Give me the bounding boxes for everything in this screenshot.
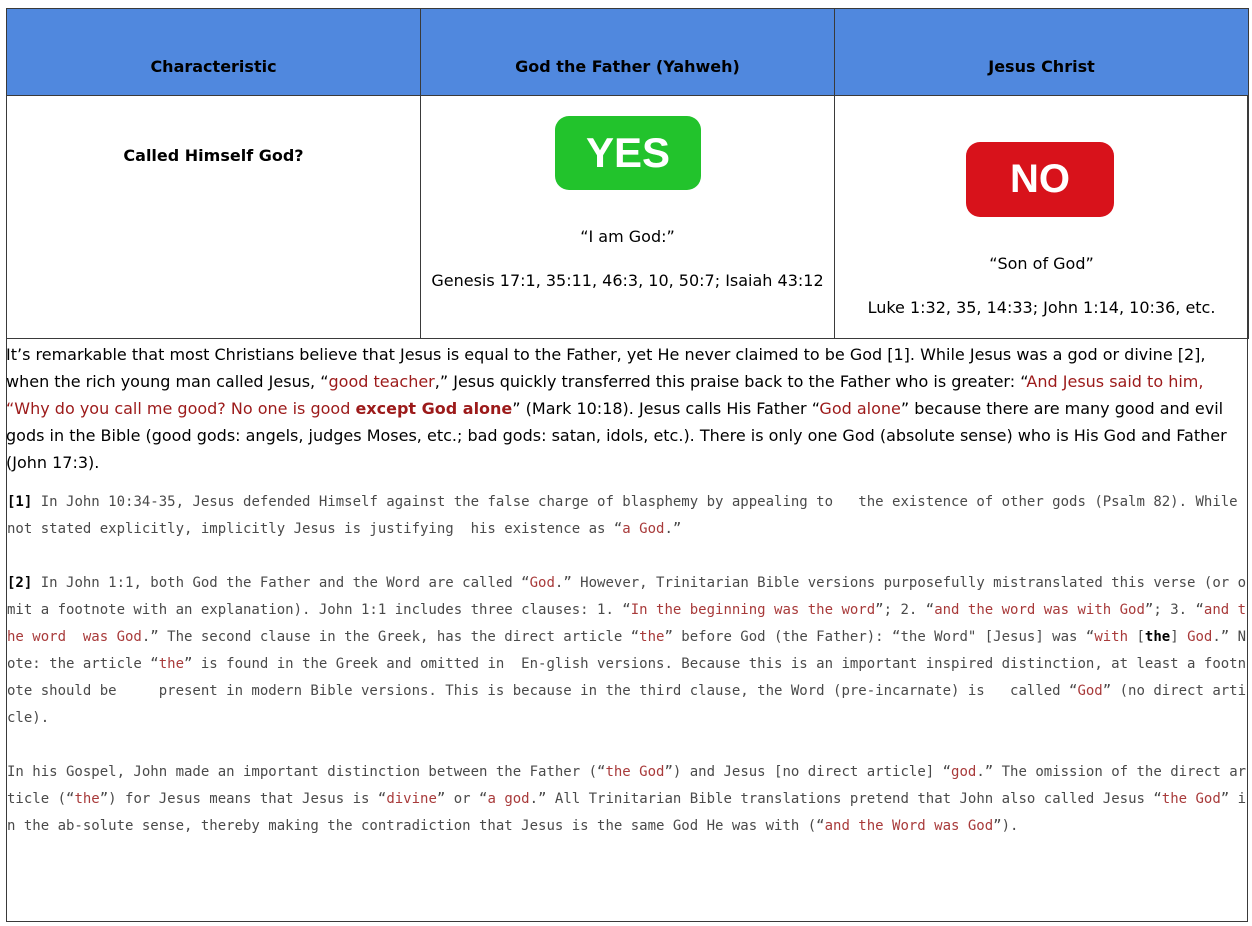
footnote-text: In his Gospel, John made an important distinction between the Father (“: [7, 764, 606, 780]
main-paragraph: [6, 341, 1246, 476]
footnote-text: In John 10:34-35, Jesus defended Himself against the false charge of blasphemy by appealing to the existence of other gods (Psalm 82). While not stated explicitly, implicitly Jesus is justifying his existence as “: [7, 494, 1247, 537]
para-text: ” (Mark 10:18). Jesus calls His Father “: [512, 399, 820, 418]
quote-red: And Jesus said to him, “Why do you call me good? No one is good: [6, 372, 1204, 418]
footnote-text: ” or “: [436, 791, 488, 807]
quote-red: divine: [386, 791, 437, 807]
quote-red: the: [74, 791, 100, 807]
header-characteristic: Characteristic: [7, 9, 421, 96]
quote-red: the God: [1161, 791, 1221, 807]
para-text: ” because there are many good and evil gods in the Bible (good gods: angels, judges Moses, etc.; bad gods: satan, idols, etc.). There is only one God (absolute sense) who is His God and Father (John 17:3).: [6, 399, 1227, 472]
footnote-1: [7, 489, 1247, 543]
footnote-text: .” Note: the article “: [7, 629, 1247, 672]
jesus-quote: “Son of God”: [989, 254, 1094, 273]
cell-characteristic: [7, 96, 421, 339]
footnote-text: ]: [1170, 629, 1188, 645]
quote-red: the: [639, 629, 665, 645]
footnote-text: .” However, Trinitarian Bible versions purposefully mistranslated this verse (or omit a footnote with an explanation). John 1:1 includes three clauses: 1. “: [7, 575, 1247, 618]
quote-red: God: [1077, 683, 1103, 699]
header-jesus: Jesus Christ: [835, 9, 1249, 96]
jesus-refs: Luke 1:32, 35, 14:33; John 1:14, 10:36, etc.: [867, 298, 1216, 317]
father-quote: “I am God:”: [580, 227, 675, 246]
yes-badge: YES: [555, 116, 701, 190]
quote-bold: except God alone: [355, 399, 513, 418]
comparison-table: [6, 8, 1249, 339]
quote-red: God: [1187, 629, 1213, 645]
quote-red: and the word was with God: [934, 602, 1145, 618]
no-badge: NO: [966, 142, 1114, 217]
footnote-text: .” All Trinitarian Bible translations pretend that John also called Jesus “: [529, 791, 1162, 807]
quote-red: good teacher: [328, 372, 435, 391]
footnote-text: ” (no direct article).: [7, 683, 1247, 726]
footnote-marker: [1]: [7, 494, 33, 510]
footnote-text: ” in the ab-solute sense, thereby making the contradiction that Jesus is the same God He was with (“: [7, 791, 1247, 834]
footnote-text: In John 1:1, both God the Father and the Word are called “: [32, 575, 530, 591]
characteristic-label: Called Himself God?: [123, 146, 304, 165]
quote-red: and the Word was God: [824, 818, 994, 834]
quote-red: a god: [487, 791, 530, 807]
footnote-text: .”: [664, 521, 682, 537]
footnote-3: [7, 759, 1247, 840]
footnote-text: ” before God (the Father): “the Word" [Jesus] was “: [664, 629, 1095, 645]
quote-red: and the word was God: [7, 602, 1247, 645]
footnote-2: [7, 570, 1247, 732]
footnote-text: .” The second clause in the Greek, has the direct article “: [141, 629, 640, 645]
footnote-text: ”) and Jesus [no direct article] “: [664, 764, 952, 780]
cell-father: [421, 96, 835, 339]
quote-red: the God: [605, 764, 665, 780]
header-father: God the Father (Yahweh): [421, 9, 835, 96]
quote-red: with: [1094, 629, 1129, 645]
table-row: [7, 96, 1249, 339]
footnote-text: ”; 3. “: [1144, 602, 1204, 618]
table-header-row: [7, 9, 1249, 96]
footnote-text: ”; 2. “: [875, 602, 935, 618]
cell-jesus: [835, 96, 1249, 339]
footnote-text: ”) for Jesus means that Jesus is “: [99, 791, 387, 807]
quote-red: God: [529, 575, 555, 591]
quote-red: In the beginning was the word: [630, 602, 876, 618]
footnote-text: ” is found in the Greek and omitted in En-glish versions. Because this is an important inspired distinction, at least a footnote should be present in modern Bible versions. This is because in the third clause, the Word (pre-incarnate) is called “: [7, 656, 1247, 699]
father-refs: Genesis 17:1, 35:11, 46:3, 10, 50:7; Isaiah 43:12: [431, 271, 824, 290]
quote-red: god: [951, 764, 977, 780]
quote-red: a God: [622, 521, 665, 537]
footnote-text: [: [1128, 629, 1145, 645]
para-text: It’s remarkable that most Christians believe that Jesus is equal to the Father, yet He never claimed to be God [1]. While Jesus was a god or divine [2], when the rich young man called Jesus, “: [6, 345, 1206, 391]
quote-red: the: [158, 656, 185, 672]
quote-red: God alone: [819, 399, 901, 418]
para-text: ,” Jesus quickly transferred this praise back to the Father who is greater: “: [434, 372, 1027, 391]
footnote-text: ”).: [993, 818, 1019, 834]
bold-article: the: [1144, 629, 1171, 645]
footnote-text: .” The omission of the direct article (“: [7, 764, 1247, 807]
footnote-marker: [2]: [7, 575, 33, 591]
